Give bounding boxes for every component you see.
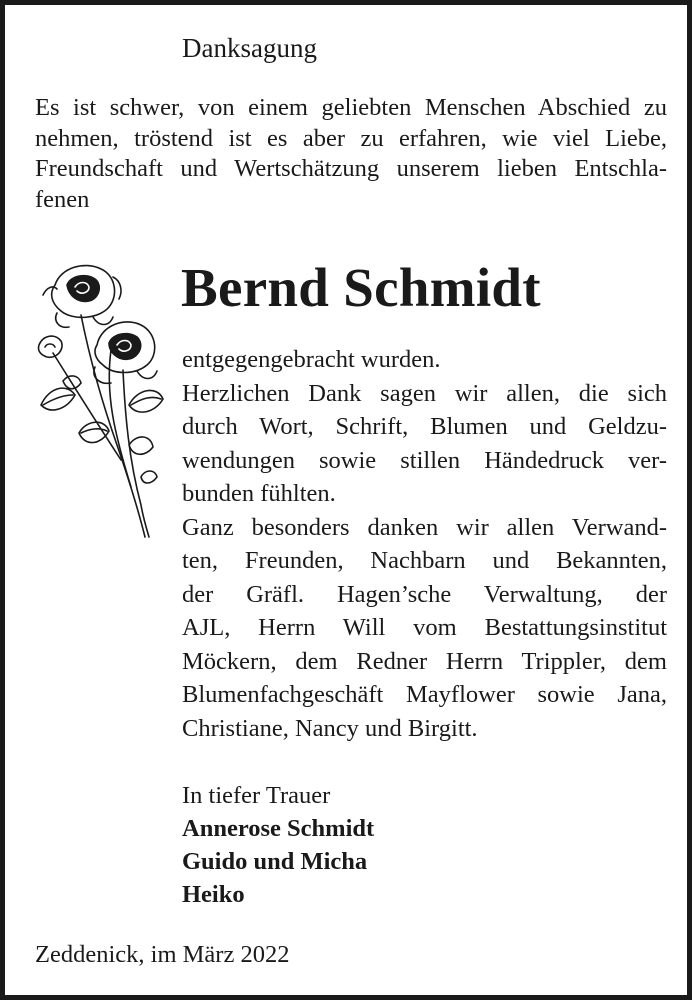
- body-line: der Gräfl. Hagen’sche Verwaltung, der: [182, 580, 667, 608]
- body-line: Christiane, Nancy und Birgitt.: [182, 714, 478, 742]
- body-line: durch Wort, Schrift, Blumen und Geldzu-: [182, 413, 667, 440]
- intro-line: fenen: [35, 185, 90, 213]
- mourner-name: Annerose Schmidt: [182, 815, 375, 842]
- body-line: Blumenfachgeschäft Mayflower sowie Jana,: [182, 681, 667, 708]
- heading: Danksagung: [182, 33, 317, 63]
- body-line: wendungen sowie stillen Händedruck ver-: [182, 446, 667, 474]
- deceased-name: Bernd Schmidt: [181, 257, 541, 318]
- rose-icon: [33, 255, 168, 545]
- intro-line: nehmen, tröstend ist es aber zu erfahren, wie viel Liebe,: [35, 124, 667, 152]
- body-line: Ganz besonders danken wir allen Verwand-: [182, 513, 667, 541]
- body-line: bunden fühlten.: [182, 480, 336, 507]
- mourning-phrase: In tiefer Trauer: [182, 782, 331, 809]
- intro-line: Es ist schwer, von einem geliebten Menschen Abschied zu: [35, 94, 667, 121]
- body-line: AJL, Herrn Will vom Bestattungsinstitut: [182, 614, 667, 641]
- signoff: [182, 779, 374, 911]
- intro-text: [35, 93, 667, 215]
- body-line: Herzlichen Dank sagen wir allen, die sich: [182, 379, 667, 407]
- body-text: [182, 343, 667, 745]
- mourner-name: Guido und Micha: [182, 848, 368, 875]
- intro-line: Freundschaft und Wertschätzung unserem lieben Entschla-: [35, 155, 667, 182]
- body-line: Möckern, dem Redner Herrn Trippler, dem: [182, 647, 667, 675]
- body-line: entgegengebracht wurden.: [182, 346, 441, 373]
- body-line: ten, Freunden, Nachbarn und Bekannten,: [182, 547, 667, 574]
- mourner-name: Heiko: [182, 881, 245, 908]
- place-date: Zeddenick, im März 2022: [35, 941, 290, 968]
